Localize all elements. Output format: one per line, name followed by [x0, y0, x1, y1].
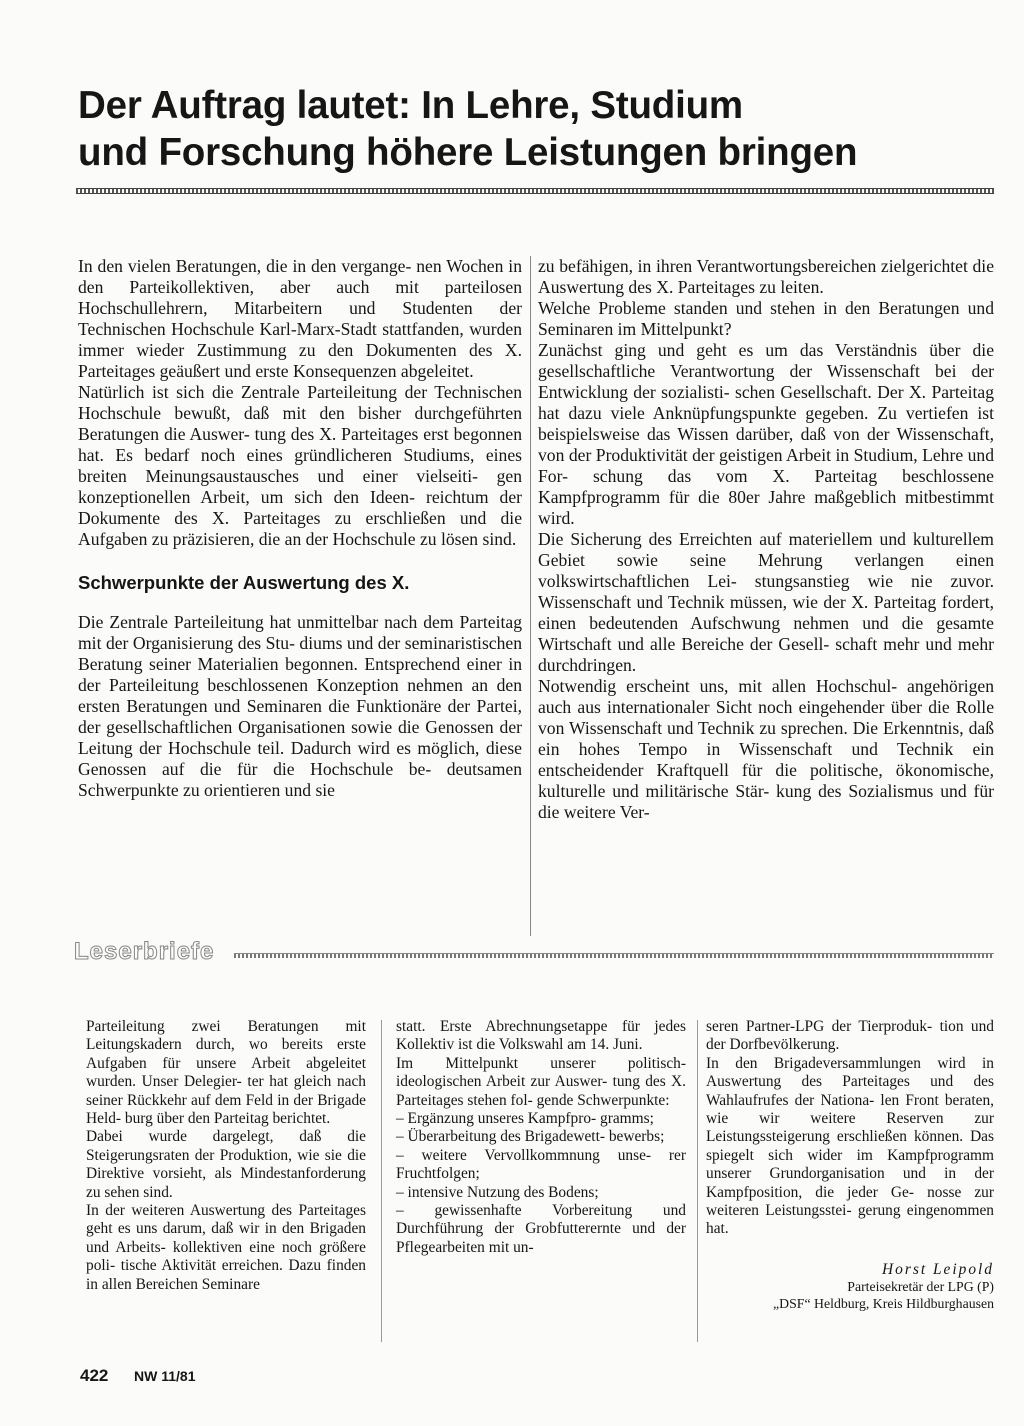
title-rule: [76, 188, 994, 194]
paragraph: In den Brigadeversammlungen wird in Auswertung des Parteitages und des Wahlaufrufes der Nationa- len Front beraten, wie wir weitere Reserven zur Leistungssteigerung erschließen können. Das spiegelt sich wider im Kampfprogramm unserer Grundorganisation und in der Kampfposition, die jeder Ge- nosse zur weiteren Leistungsstei- gerung eingenommen hat.: [706, 1054, 994, 1238]
letters-divider-1: [381, 1020, 382, 1342]
list-item: – weitere Vervollkommnung unse- rer Fruchtfolgen;: [396, 1146, 686, 1183]
paragraph: Die Sicherung des Erreichten auf materiellem und kulturellem Gebiet sowie seine Mehrung verlangen einen volkswirtschaftlichen Lei- stungsanstieg wie nie zuvor. Wissenschaft und Technik müssen, wie der X. Parteitag fordert, einen bedeutenden Aufschwung nehmen und die gesamte Wirtschaft und alle Bereiche der Gesell- schaft mehr und mehr durchdringen.: [538, 529, 994, 675]
list-item: – gewissenhafte Vorbereitung und Durchführung der Grobfutterernte und der Pflegearbeiten mit un-: [396, 1202, 686, 1256]
title-line-2: und Forschung höhere Leistungen bringen: [78, 131, 858, 174]
paragraph: In den vielen Beratungen, die in den vergange- nen Wochen in den Parteikollektiven, aber auch mit parteilosen Hochschullehrern, Mitarbeitern und Studenten der Technischen Hochschule Karl-Marx-Stadt stattfanden, wurden immer wieder Zustimmung zu den Dokumenten des X. Parteitages geäußert und erste Konsequenzen abgeleitet.: [78, 256, 522, 381]
letters-column-3: [706, 1018, 994, 1312]
letters-divider-2: [697, 1020, 698, 1342]
paragraph: Parteileitung zwei Beratungen mit Leitungskadern durch, wo bereits erste Aufgaben für unsere Arbeit abgeleitet wurden. Unser Delegier- ter hat gleich nach seiner Rückkehr auf dem Feld in der Brigade Held- burg über den Parteitag berichtet.: [86, 1018, 366, 1128]
section-subheading: Schwerpunkte der Auswertung des X.: [78, 572, 410, 593]
letters-column-1: [86, 1018, 366, 1294]
paragraph: Dabei wurde dargelegt, daß die Steigerungsraten der Produktion, wie sie die Direktive vorsieht, als Mindestanforderung zu sehen sind.: [86, 1128, 366, 1201]
letters-column-2: [396, 1018, 686, 1257]
letters-section-label: Leserbriefe: [74, 938, 215, 965]
paragraph: Notwendig erscheint uns, mit allen Hochschul- angehörigen auch aus internationaler Sicht noch eingehender über die Rolle von Wissenschaft und Technik zu sprechen. Die Erkenntnis, daß ein hohes Tempo in Wissenschaft und Technik ein entscheidender Kraftquell für die politische, ökonomische, kulturelle und militärische Stär- kung des Sozialismus und für die weitere Ver-: [538, 676, 994, 822]
article-column-1: [78, 256, 522, 801]
author-role: Parteisekretär der LPG (P): [847, 1279, 994, 1295]
paragraph: Natürlich ist sich die Zentrale Parteileitung der Technischen Hochschule bewußt, daß mit den bisher durchgeführten Beratungen die Auswer- tung des X. Parteitages erst begonnen hat. Es bedarf noch eines gründlicheren Studiums, eines breiten Meinungsaustausches und einer vielseiti- gen konzeptionellen Arbeit, um sich den Ideen- reichtum der Dokumente des X. Parteitages zu erschließen und die Aufgaben zu präzisieren, die an der Hochschule zu lösen sind.: [78, 382, 522, 549]
paragraph: Im Mittelpunkt unserer politisch- ideologischen Arbeit zur Auswer- tung des X. Parteitages stehen fol- gende Schwerpunkte:: [396, 1054, 686, 1109]
paragraph: Die Zentrale Parteileitung hat unmittelbar nach dem Parteitag mit der Organisierung des Stu- diums und der seminaristischen Beratung seiner Materialien begonnen. Entsprechend einer in der Parteileitung beschlossenen Konzeption nehmen an den ersten Beratungen und Seminaren die Funktionäre der Partei, der gesellschaftlichen Organisationen sowie die Genossen der Leitung der Hochschule teil. Dadurch wird es möglich, diese Genossen auf die für die Hochschule be- deutsamen Schwerpunkte zu orientieren und sie: [78, 612, 522, 800]
paragraph: seren Partner-LPG der Tierproduk- tion und der Dorfbevölkerung.: [706, 1018, 994, 1054]
article-column-2: [538, 256, 994, 823]
paragraph: zu befähigen, in ihren Verantwortungsbereichen zielgerichtet die Auswertung des X. Parteitages zu leiten.: [538, 256, 994, 297]
page-number: 422: [80, 1366, 109, 1385]
list-item: – intensive Nutzung des Bodens;: [396, 1183, 599, 1201]
article-title: [78, 82, 998, 176]
issue-label: NW 11/81: [134, 1368, 196, 1384]
list-item: – Ergänzung unseres Kampfpro- gramms;: [396, 1110, 654, 1128]
paragraph: statt. Erste Abrechnungsetappe für jedes Kollektiv ist die Volkswahl am 14. Juni.: [396, 1018, 686, 1054]
paragraph: Zunächst ging und geht es um das Verständnis über die gesellschaftliche Verantwortung der Wissenschaft bei der Entwicklung der sozialisti- schen Gesellschaft. Der X. Parteitag hat dazu viele Anknüpfungspunkte gegeben. Zu vertiefen ist beispielsweise das Wissen darüber, daß von der Wissenschaft, von der Produktivität der geistigen Arbeit in Studium, Lehre und For- schung das vom X. Parteitag beschlossene Kampfprogramm für die 80er Jahre maßgeblich mitbestimmt wird.: [538, 340, 994, 528]
column-divider: [530, 256, 531, 936]
title-line-1: Der Auftrag lautet: In Lehre, Studium: [78, 84, 743, 127]
paragraph: Welche Probleme standen und stehen in den Beratungen und Seminaren im Mittelpunkt?: [538, 298, 994, 339]
letter-author: Horst Leipold: [882, 1260, 994, 1278]
author-location: „DSF“ Heldburg, Kreis Hildburghausen: [773, 1295, 994, 1311]
list-item: – Überarbeitung des Brigadewett- bewerbs;: [396, 1128, 665, 1146]
letters-rule: [234, 953, 994, 958]
paragraph: In der weiteren Auswertung des Parteitages geht es uns darum, daß wir in den Brigaden und Arbeits- kollektiven eine noch größere poli- tische Aktivität erreichen. Dazu finden in allen Bereichen Seminare: [86, 1202, 366, 1293]
